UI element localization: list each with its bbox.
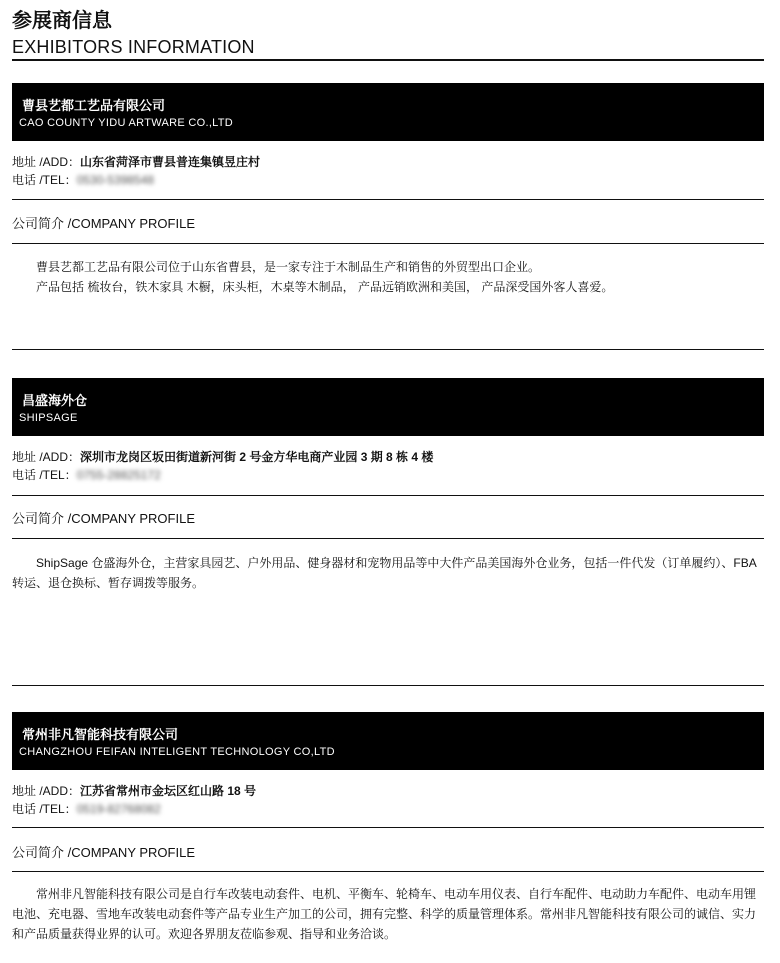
section-divider [12,827,764,828]
address-label: 地址 /ADD： [12,155,81,169]
address-label: 地址 /ADD： [12,784,81,798]
address-row [12,783,256,799]
phone-label: 电话 /TEL： [12,173,77,187]
exhibitor-name-en: SHIPSAGE [19,412,78,424]
section-divider [12,199,764,200]
profile-title: 公司简介 /COMPANY PROFILE [12,845,195,860]
address-row [12,154,260,170]
description-paragraph: 常州非凡智能科技有限公司是自行车改装电动套件、电机、平衡车、轮椅车、电动车用仪表、自行车配件、电动助力车配件、电动车用锂电池、充电器、雪地车改装电动套件等产品专业生产加工的公司，拥有完整、科学的质量管理体系。常州非凡智能科技有限公司的诚信、实力和产品质量获得业界的认可。欢迎各界朋友莅临参观、指导和业务洽谈。 [12,887,757,941]
description-paragraph: 产品包括 梳妆台，铁木家具 木橱，床头柜，木桌等木制品， 产品远销欧洲和美国， 产品深受国外客人喜爱。 [36,280,614,294]
exhibitor-name-en: CAO COUNTY YIDU ARTWARE CO.,LTD [19,117,234,129]
exhibitor-card [12,83,764,294]
address-row [12,449,433,465]
exhibitor-name-bar [12,378,764,436]
company-description [12,257,764,297]
description-paragraph: ShipSage 仓盛海外仓，主营家具园艺、户外用品、健身器材和宠物用品等中大件产品美国海外仓业务，包括一件代发（订单履约）、FBA 转运、退仓换标、暂存调拨等服务。 [12,556,757,590]
section-divider [12,349,764,350]
profile-title: 公司简介 /COMPANY PROFILE [12,511,195,526]
phone-value: 0755-28825172 [76,468,161,482]
section-divider [12,495,764,496]
company-description [12,884,764,944]
exhibitor-name-en: CHANGZHOU FEIFAN INTELIGENT TECHNOLOGY CO,LTD [19,746,335,758]
exhibitor-card [12,712,764,941]
phone-row [12,467,161,483]
header-divider [12,59,764,61]
section-divider [12,871,764,872]
page-title-en: EXHIBITORS INFORMATION [12,37,255,57]
section-divider [12,685,764,686]
address-value: 山东省菏泽市曹县普连集镇昱庄村 [80,155,261,169]
exhibitor-card [12,378,764,590]
address-value: 江苏省常州市金坛区红山路 18 号 [80,784,257,798]
exhibitor-name-bar [12,712,764,770]
section-divider [12,243,764,244]
section-divider [12,538,764,539]
phone-label: 电话 /TEL： [12,468,77,482]
address-label: 地址 /ADD： [12,450,81,464]
exhibitor-name-cn: 常州非凡智能科技有限公司 [22,727,179,742]
exhibitor-name-cn: 曹县艺都工艺品有限公司 [22,98,166,113]
exhibitor-name-cn: 昌盛海外仓 [22,393,88,408]
phone-row [12,801,161,817]
description-paragraph: 曹县艺都工艺品有限公司位于山东省曹县，是一家专注于木制品生产和销售的外贸型出口企业。 [36,260,541,274]
profile-title: 公司简介 /COMPANY PROFILE [12,216,195,231]
phone-value: 0530-5398548 [76,173,155,187]
page-title-cn: 参展商信息 [12,10,112,32]
company-description [12,553,764,593]
phone-row [12,172,154,188]
exhibitor-name-bar [12,83,764,141]
phone-label: 电话 /TEL： [12,802,77,816]
phone-value: 0519-82768082 [76,802,161,816]
address-value: 深圳市龙岗区坂田街道新河街 2 号金方华电商产业园 3 期 8 栋 4 楼 [80,450,434,464]
